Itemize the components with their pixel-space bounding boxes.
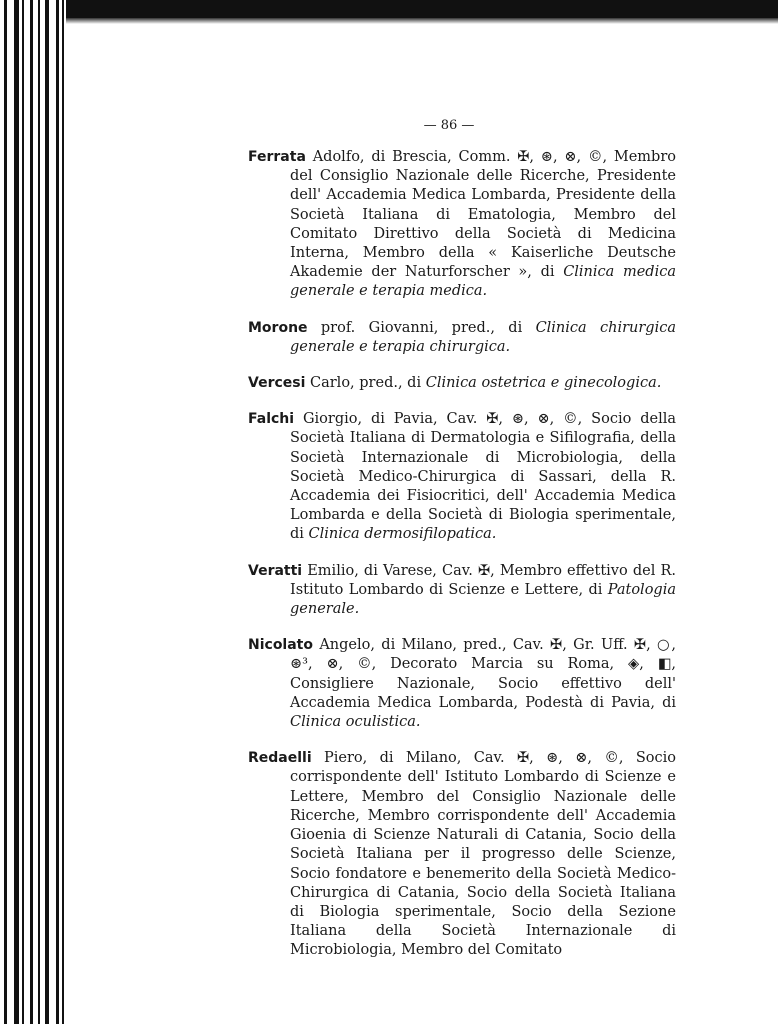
- entry-surname: Redaelli: [248, 750, 312, 767]
- entry-course: Clinica oculistica.: [290, 714, 421, 731]
- entry-course: Clinica dermosifilopatica.: [308, 526, 497, 543]
- binding-line: [56, 0, 59, 1024]
- entry-course: Clinica chirurgica generale e terapia chirurgica.: [290, 319, 676, 355]
- entry-text: Giorgio, di Pavia, Cav. ✠, ⊛, ⊗, ©, Socio della Società Italiana di Dermatologia e Sifilografia, della Società Internazionale di Microbiologia, della Società Medico-Chirurgica di Sassari, della R. Accademia dei Fisiocritici, dell' Accademia Medica Lombarda e della Società di Biologia sperimentale, di: [290, 411, 676, 543]
- entry-surname: Nicolato: [248, 637, 313, 654]
- binding-line: [4, 0, 7, 1024]
- faculty-entry: [248, 410, 676, 544]
- entry-text: Angelo, di Milano, pred., Cav. ✠, Gr. Uff. ✠, ○, ⊛³, ⊗, ©, Decorato Marcia su Roma, ◈, ◧, Consigliere Nazionale, Socio effettivo dell' Accademia Medica Lombarda, Podestà di Pavia, di: [290, 637, 676, 711]
- scan-top-edge: [0, 0, 778, 18]
- entry-text: Carlo, pred., di: [305, 375, 426, 392]
- entry-text: Emilio, di Varese, Cav. ✠, Membro effettivo del R. Istituto Lombardo di Scienze e Lettere, di: [290, 562, 676, 598]
- binding-line: [14, 0, 19, 1024]
- page-number: — 86 —: [423, 118, 475, 133]
- entry-surname: Veratti: [248, 562, 303, 579]
- scan-top-shadow: [60, 18, 778, 24]
- entry-surname: Morone: [248, 319, 308, 336]
- entry-surname: Falchi: [248, 411, 295, 428]
- entry-surname: Vercesi: [248, 375, 306, 392]
- entry-course: Clinica medica generale e terapia medica.: [290, 264, 676, 300]
- binding-line: [38, 0, 40, 1024]
- binding-line: [45, 0, 49, 1024]
- entry-text: prof. Giovanni, pred., di: [307, 319, 536, 336]
- binding-line: [30, 0, 33, 1024]
- binding-line: [22, 0, 24, 1024]
- faculty-entry: [248, 319, 676, 357]
- entry-course: Patologia generale.: [290, 581, 676, 618]
- faculty-entry: [248, 749, 676, 960]
- faculty-entry: [248, 148, 676, 302]
- faculty-entry: [248, 562, 676, 620]
- entry-text: Piero, di Milano, Cav. ✠, ⊛, ⊗, ©, Socio corrispondente dell' Istituto Lombardo di Scienze e Lettere, Membro del Consiglio Nazionale delle Ricerche, Membro corrispondente dell' Accademia Gioenia di Scienze Naturali di Catania, Socio della Società Italiana per il progresso delle Scienze, Socio fondatore e benemerito della Società Medico-Chirurgica di Catania, Socio della Società Italiana di Biologia sperimentale, Socio della Sezione Italiana della Società Internazionale di Microbiologia, Membro del Comitato: [290, 750, 676, 959]
- entry-text: Adolfo, di Brescia, Comm. ✠, ⊛, ⊗, ©, Membro del Consiglio Nazionale delle Ricerche, Presidente dell' Accademia Medica Lombarda, Presidente della Società Italiana di Ematologia, Membro del Comitato Direttivo della Società di Medicina Interna, Membro della « Kaiserliche Deutsche Akademie der Naturforscher », di: [290, 149, 676, 281]
- faculty-entry: [248, 636, 676, 732]
- entry-course: Clinica ostetrica e ginecologica.: [425, 375, 662, 392]
- faculty-entry: [248, 374, 676, 393]
- book-binding-edge: [0, 0, 66, 1024]
- binding-line: [62, 0, 64, 1024]
- entry-surname: Ferrata: [248, 149, 306, 165]
- faculty-list: [248, 148, 676, 978]
